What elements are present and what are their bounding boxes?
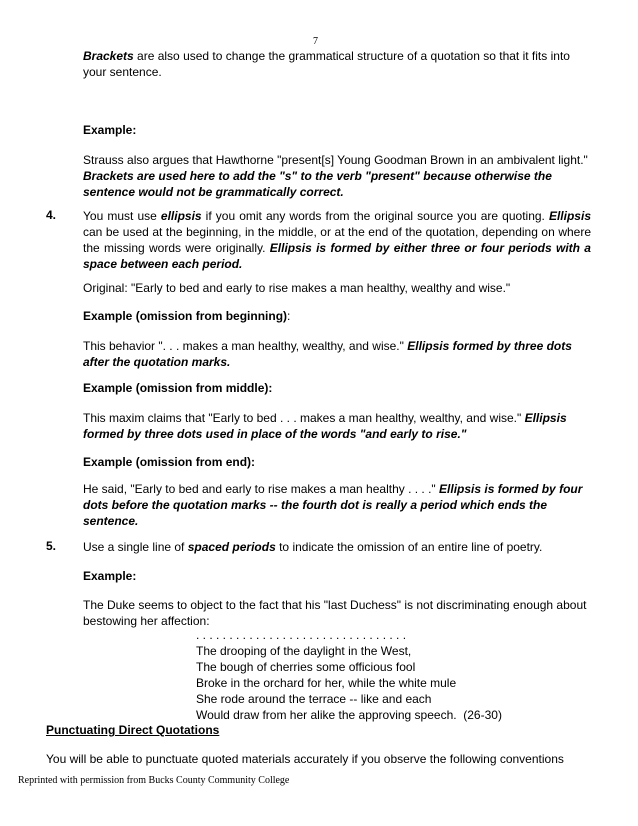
example-middle-note: Ellipsis formed by three dots used in place of the words "and early to rise." xyxy=(83,411,567,441)
example-beginning-label xyxy=(83,308,591,324)
brackets-paragraph xyxy=(83,48,591,80)
example-beginning-label-text: Example (omission from beginning) xyxy=(83,309,288,323)
poem-line: The bough of cherries some officious fool xyxy=(196,660,416,674)
example-beginning-colon: : xyxy=(287,309,291,323)
example-beginning-text xyxy=(83,338,588,370)
example-note: Brackets are used here to add the "s" to the verb "present" because otherwise the sentence would not be grammatically correct. xyxy=(83,169,552,199)
item-5-t1: Use a single line of xyxy=(83,540,188,554)
brackets-text: are also used to change the grammatical structure of a quotation so that it fits into your sentence. xyxy=(83,49,570,79)
page-number: 7 xyxy=(313,36,318,47)
ellipsis-term-1: ellipsis xyxy=(160,209,202,223)
item-5-t2: to indicate the omission of an entire line of poetry. xyxy=(275,540,543,554)
example-end-label: Example (omission from end): xyxy=(83,455,256,469)
section-text: You will be able to punctuate quoted materials accurately if you observe the following conventions xyxy=(46,752,564,766)
example-end-text xyxy=(83,481,593,529)
example-end-note: Ellipsis is formed by four dots before the quotation marks -- the fourth dot is really a period which ends the sentence. xyxy=(83,482,583,528)
example-middle-quote: This maxim claims that "Early to bed . . . makes a man healthy, wealthy, and wise." xyxy=(83,411,525,425)
spaced-periods-term: spaced periods xyxy=(187,540,276,554)
example-middle-text xyxy=(83,410,595,442)
poem-line: Would draw from her alike the approving speech. (26-30) xyxy=(196,708,502,722)
item-4-t2: if you omit any words from the original source you are quoting. xyxy=(201,209,549,223)
example-beginning-quote: This behavior ". . . makes a man healthy, wealthy, and wise." xyxy=(83,339,408,353)
item-5-paragraph xyxy=(83,539,591,555)
poem-line: The drooping of the daylight in the West, xyxy=(196,644,412,658)
example-quote: Strauss also argues that Hawthorne "present[s] Young Goodman Brown in an ambivalent light." xyxy=(83,153,588,167)
item-5-number: 5. xyxy=(46,539,57,553)
example-label: Example: xyxy=(83,123,137,137)
item-5-example-label: Example: xyxy=(83,569,137,583)
item-4-number: 4. xyxy=(46,208,57,222)
item-4-note: Ellipsis is formed by either three or four periods with a space between each period. xyxy=(83,241,591,271)
poem-line: . . . . . . . . . . . . . . . . . . . . . . . . . . . . . . . . xyxy=(196,628,407,642)
poem-line: Broke in the orchard for her, while the white mule xyxy=(196,676,457,690)
item-4-t3: can be used at the beginning, in the middle, or at the end of the quotation, depending on where the missing words were originally. xyxy=(83,225,591,255)
item-4-paragraph xyxy=(83,208,591,272)
example-middle-label: Example (omission from middle): xyxy=(83,381,273,395)
item-4-t1: You must use xyxy=(83,209,161,223)
example-end-quote: He said, "Early to bed and early to rise makes a man healthy . . . ." xyxy=(83,482,440,496)
ellipsis-term-2: Ellipsis xyxy=(548,209,591,223)
footer-credit: Reprinted with permission from Bucks County Community College xyxy=(18,775,290,786)
original-quote: Original: "Early to bed and early to rise makes a man healthy, wealthy and wise." xyxy=(83,281,511,295)
example-beginning-note: Ellipsis formed by three dots after the quotation marks. xyxy=(83,339,572,369)
section-heading: Punctuating Direct Quotations xyxy=(46,723,220,737)
item-5-example-text: The Duke seems to object to the fact that his "last Duchess" is not discriminating enough about bestowing her affection: xyxy=(83,598,587,628)
poem-line: She rode around the terrace -- like and each xyxy=(196,692,432,706)
example-brackets-text xyxy=(83,152,593,200)
brackets-term: Brackets xyxy=(83,49,134,63)
poem-excerpt xyxy=(196,627,502,723)
